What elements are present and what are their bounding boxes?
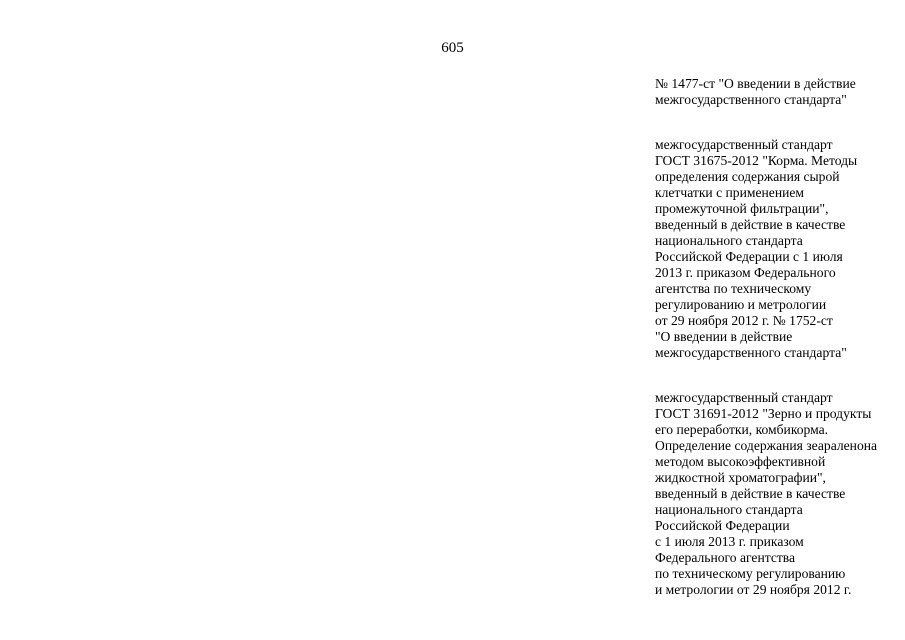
text-line: Определение содержания зеараленона (655, 438, 878, 453)
text-line: межгосударственного стандарта" (655, 92, 847, 107)
text-line: Российской Федерации с 1 июля (655, 249, 843, 264)
text-line: жидкостной хроматографии", (655, 470, 826, 485)
text-line: методом высокоэффективной (655, 454, 826, 469)
text-line: введенный в действие в качестве (655, 217, 846, 232)
text-line: № 1477-ст "О введении в действие (655, 76, 856, 91)
text-column (655, 76, 895, 627)
text-line: Федерального агентства (655, 550, 796, 565)
text-line: его переработки, комбикорма. (655, 422, 829, 437)
text-line: от 29 ноября 2012 г. № 1752-ст (655, 313, 833, 328)
page-number: 605 (441, 40, 464, 56)
text-line: 2013 г. приказом Федерального (655, 265, 836, 280)
text-line: "О введении в действие (655, 329, 793, 344)
text-line: определения содержания сырой (655, 169, 840, 184)
text-line: межгосударственный стандарт (655, 390, 833, 405)
text-line: с 1 июля 2013 г. приказом (655, 534, 804, 549)
text-line: и метрологии от 29 ноября 2012 г. (655, 582, 852, 597)
text-block-1 (655, 76, 895, 108)
text-line: введенный в действие в качестве (655, 486, 846, 501)
text-line: агентства по техническому (655, 281, 812, 296)
text-line: регулированию и метрологии (655, 297, 827, 312)
text-line: национального стандарта (655, 233, 803, 248)
text-line: межгосударственного стандарта" (655, 345, 847, 360)
text-line: Российской Федерации (655, 518, 790, 533)
text-line: клетчатки с применением (655, 185, 805, 200)
text-line: ГОСТ 31675-2012 "Корма. Методы (655, 153, 858, 168)
text-line: промежуточной фильтрации", (655, 201, 829, 216)
text-line: ГОСТ 31691-2012 "Зерно и продукты (655, 406, 872, 421)
text-line: по техническому регулированию (655, 566, 846, 581)
text-line: национального стандарта (655, 502, 803, 517)
text-block-2 (655, 137, 895, 361)
text-line: межгосударственный стандарт (655, 137, 833, 152)
text-block-3 (655, 390, 895, 598)
